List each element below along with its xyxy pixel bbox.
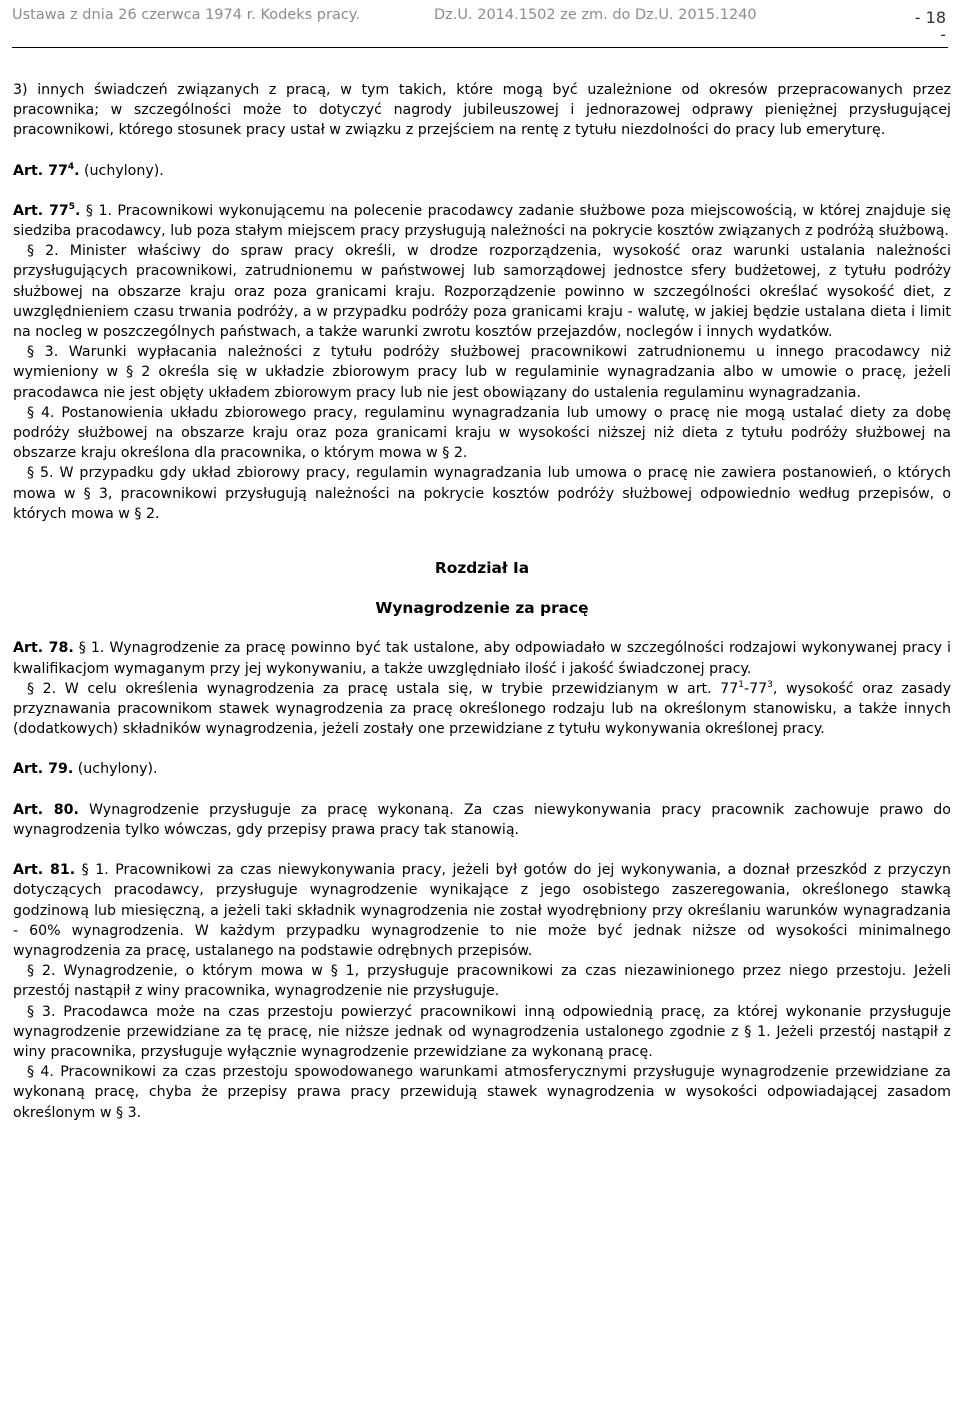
art-81-para-1: Art. 81. § 1. Pracownikowi za czas niewykonywania pracy, jeżeli był gotów do jej wykonywania, a doznał przeszkód z przyczyn dotyczących pracodawcy, przysługuje wynagrodzenie wynikające z jego osobistego zaszeregowania, określonego stawką godzinową lub miesięczną, a jeżeli taki składnik wynagrodzenia nie został wyodrębniony przy określaniu warunków wynagradzania - 60% wynagrodzenia. W każdym przypadku wynagrodzenie to nie może być jednak niższe od wysokości minimalnego wynagrodzenia za pracę, ustalanego na podstawie odrębnych przepisów. [13,862,951,959]
art-77-5-para-5: § 5. W przypadku gdy układ zbiorowy pracy, regulamin wynagradzania lub umowa o pracę nie zawiera postanowień, o których mowa w § 3, pracownikowi przysługują należności na pokrycie kosztów podróży służbowej odpowiednio według przepisów, o których mowa w § 2. [13,465,951,522]
art-81-para-3: § 3. Pracodawca może na czas przestoju powierzyć pracownikowi inną odpowiednią pracę, za której wykonanie przysługuje wynagrodzenie przewidziane za tę pracę, nie niższe jednak od wynagrodzenia ustalonego zgodnie z § 1. Jeżeli przestój nastąpił z winy pracownika, przysługuje wyłącznie wynagrodzenie przewidziane za wykonaną pracę. [13,1003,951,1060]
item-3-paragraph: 3) innych świadczeń związanych z pracą, w tym takich, które mogą być uzależnione od okresów przepracowanych przez pracownika; w szczególności może to dotyczyć nagrody jubileuszowej i jednorazowej odprawy pieniężnej przysługującej pracownikowi, którego stosunek pracy ustał w związku z przejściem na rentę z tytułu niezdolności do pracy lub emeryturę. [13,82,951,139]
article-label: Art. $77^4$. [13,161,80,179]
page-number-suffix: - [940,25,946,44]
art-80: Art. 80. Wynagrodzenie przysługuje za pracę wykonaną. Za czas niewykonywania pracy pracownik zachowuje prawo do wynagrodzenia tylko wówczas, gdy przepisy prawa pracy tak stanowią. [13,801,951,838]
header-rule [12,47,948,48]
running-header [12,3,948,44]
art-77-5-para-1 [13,201,951,241]
chapter-subtitle: Wynagrodzenie za pracę [375,599,589,618]
article-label: Art. $77^5$. [13,201,81,219]
art-77-5-para-2: § 2. Minister właściwy do spraw pracy określi, w drodze rozporządzenia, wysokość oraz warunki ustalania należności przysługujących pracownikowi, zatrudnionemu w państwowej lub samorządowej jednostce sfery budżetowej, z tytułu podróży służbowej na obszarze kraju oraz poza granicami kraju. Rozporządzenie powinno w szczególności określać wysokość diet, z uwzględnieniem czasu trwania podróży, a w przypadku podróży poza granicami kraju - walutę, w jakiej będzie ustalana dieta i limit na nocleg w poszczególnych państwach, a także warunki zwrotu kosztów przejazdów, noclegów i innych wydatków. [13,243,951,341]
art-78-para-1: Art. 78. § 1. Wynagrodzenie za pracę powinno być tak ustalone, aby odpowiadało w szczególności rodzajowi wykonywanej pracy i kwalifikacjom wymaganym przy jej wykonywaniu, a także uwzględniało ilość i jakość świadczonej pracy. [13,640,951,677]
paragraph-text: § 1. Pracownikowi wykonującemu na polecenie pracodawcy zadanie służbowe poza miejscowością, w której znajduje się siedziba pracodawcy, lub poza stałym miejscem pracy przysługują należności na pokrycie kosztów związanych z podróżą służbową. [13,202,951,240]
header-act-title: Ustawa z dnia 26 czerwca 1974 r. Kodeks pracy. [12,7,360,23]
article-label: Art. 79. [13,761,74,778]
art-81-para-4: § 4. Pracownikowi za czas przestoju spowodowanego warunkami atmosferycznymi przysługuje wynagrodzenie przewidziane za wykonaną pracę, chyba że przepisy prawa pracy przewidują stawek wynagrodzenia w wysokości odpowiadającej zasadom określonym w § 3. [13,1064,951,1121]
article-label: Art. 80. [13,801,79,818]
article-label: Art. 78. [13,640,74,657]
art-77-5-para-4: § 4. Postanowienia układu zbiorowego pracy, regulaminu wynagradzania lub umowy o pracę nie mogą ustalać diety za dobę podróży służbowej na obszarze kraju oraz poza granicami kraju w wysokości niższej niż dieta z tytułu podróży służbowej na obszarze kraju określona dla pracownika, o którym mowa w § 2. [13,404,951,462]
article-label: Art. 81. [13,862,76,879]
header-journal-reference: Dz.U. 2014.1502 ze zm. do Dz.U. 2015.1240 [434,7,757,23]
art-77-5-para-3: § 3. Warunki wypłacania należności z tytułu podróży służbowej pracownikowi zatrudnionemu u innego pracodawcy niż wymieniony w § 2 określa się w układzie zbiorowym pracy lub w regulaminie wynagradzania albo w umowie o pracę, jeżeli pracodawca nie jest objęty układem zbiorowym pracy lub nie jest obowiązany do ustalenia regulaminu wynagradzania. [13,344,951,401]
chapter-title: Rozdział Ia [434,559,530,578]
article-text: (uchylony). [79,162,164,179]
art-81-para-2: § 2. Wynagrodzenie, o którym mowa w § 1, przysługuje pracownikowi za czas niezawinionego przez niego przestoju. Jeżeli przestój nastąpił z winy pracownika, wynagrodzenie nie przysługuje. [13,963,951,1000]
art-79: Art. 79. (uchylony). [13,761,158,778]
page-number-label: - 18 [914,8,946,27]
document-body [13,80,951,1123]
art-78-para-2: § 2. W celu określenia wynagrodzenia za pracę ustala się, w trybie przewidzianym w art. $77^1-77^3$, wysokość oraz zasady przyznawania pracownikom stawek wynagrodzenia za pracę określonego rodzaju lub na określonym stanowisku, a także innych (dodatkowych) składników wynagrodzenia, jeżeli zostały one przewidziane z tytułu wykonywania określonej pracy. [13,679,951,738]
art-77-4 [13,161,951,181]
page-number [915,9,946,43]
